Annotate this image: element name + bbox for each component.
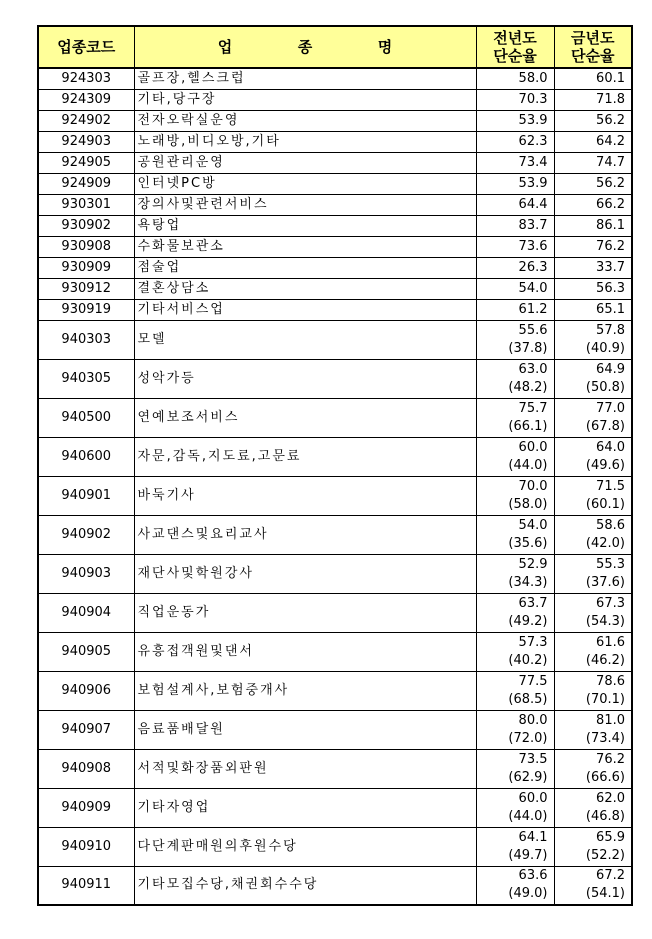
prev-rate-sub: (37.8): [508, 340, 548, 356]
table-row: [38, 257, 632, 278]
curr-rate-value: 67.3: [596, 595, 625, 611]
curr-rate-sub: (73.4): [585, 730, 625, 746]
curr-rate-sub: (40.9): [585, 340, 625, 356]
prev-rate-value: 63.6: [518, 868, 548, 884]
industry-code: 924309: [38, 89, 134, 110]
industry-name: 보험설계사,보험중개사: [134, 671, 476, 710]
curr-rate-value: 67.2: [596, 868, 625, 884]
industry-code: 940907: [38, 710, 134, 749]
prev-rate-value: 73.5: [518, 751, 548, 767]
industry-name: 음료품배달원: [134, 710, 476, 749]
curr-rate-value: 55.3: [596, 556, 625, 572]
prev-rate: 70.3: [476, 89, 554, 110]
prev-rate-value: 70.0: [518, 478, 548, 494]
table-row: [38, 278, 632, 299]
industry-code: 940906: [38, 671, 134, 710]
prev-rate-value: 80.0: [518, 712, 548, 728]
industry-name: 모델: [134, 320, 476, 359]
curr-rate-value: 65.9: [596, 829, 625, 845]
curr-rate: 56.2: [554, 173, 632, 194]
table-row: [38, 866, 632, 905]
industry-code: 930902: [38, 215, 134, 236]
table-row: [38, 299, 632, 320]
curr-rate-value: 77.0: [596, 400, 625, 416]
prev-rate-value: 64.1: [518, 829, 548, 845]
curr-rate: [554, 476, 632, 515]
prev-rate-value: 54.0: [518, 517, 548, 533]
table-row: [38, 827, 632, 866]
industry-name: 사교댄스및요리교사: [134, 515, 476, 554]
industry-code: 940500: [38, 398, 134, 437]
curr-rate-value: 64.0: [596, 439, 625, 455]
prev-rate-sub: (66.1): [508, 418, 548, 434]
table-row: [38, 110, 632, 131]
prev-rate: 53.9: [476, 173, 554, 194]
curr-rate-sub: (54.1): [585, 886, 625, 902]
curr-rate-sub: (70.1): [585, 691, 625, 707]
industry-code: 924903: [38, 131, 134, 152]
prev-rate: [476, 554, 554, 593]
curr-rate-sub: (60.1): [585, 496, 625, 512]
industry-name: 서적및화장품외판원: [134, 749, 476, 788]
prev-rate: 61.2: [476, 299, 554, 320]
prev-rate: 64.4: [476, 194, 554, 215]
industry-code: 940911: [38, 866, 134, 905]
industry-name: 기타자영업: [134, 788, 476, 827]
table-row: [38, 194, 632, 215]
prev-rate-sub: (62.9): [508, 769, 548, 785]
curr-rate: 56.2: [554, 110, 632, 131]
prev-rate: 73.6: [476, 236, 554, 257]
prev-rate: [476, 437, 554, 476]
industry-code: 940305: [38, 359, 134, 398]
industry-name: 노래방,비디오방,기타: [134, 131, 476, 152]
prev-rate-sub: (49.2): [508, 613, 548, 629]
industry-name: 결혼상담소: [134, 278, 476, 299]
table-row: [38, 710, 632, 749]
industry-code: 940303: [38, 320, 134, 359]
table-row: [38, 236, 632, 257]
curr-rate-value: 81.0: [596, 712, 625, 728]
industry-name: 전자오락실운영: [134, 110, 476, 131]
curr-rate: 66.2: [554, 194, 632, 215]
prev-rate: [476, 593, 554, 632]
table-row: [38, 173, 632, 194]
industry-code: 940903: [38, 554, 134, 593]
table-row: [38, 437, 632, 476]
industry-name: 욕탕업: [134, 215, 476, 236]
curr-rate: [554, 359, 632, 398]
curr-rate-sub: (67.8): [585, 418, 625, 434]
industry-code: 924902: [38, 110, 134, 131]
header-name: 업 종 명: [134, 26, 476, 68]
table-row: [38, 554, 632, 593]
curr-rate: 74.7: [554, 152, 632, 173]
prev-rate-sub: (48.2): [508, 379, 548, 395]
curr-rate: 71.8: [554, 89, 632, 110]
curr-rate: 33.7: [554, 257, 632, 278]
curr-rate: [554, 515, 632, 554]
prev-rate: 83.7: [476, 215, 554, 236]
industry-name: 점술업: [134, 257, 476, 278]
prev-rate-sub: (72.0): [508, 730, 548, 746]
prev-rate: [476, 515, 554, 554]
prev-rate-value: 77.5: [518, 673, 548, 689]
curr-rate: 56.3: [554, 278, 632, 299]
curr-rate-sub: (46.2): [585, 652, 625, 668]
industry-code: 930912: [38, 278, 134, 299]
table-row: [38, 398, 632, 437]
prev-rate: [476, 710, 554, 749]
curr-rate: 60.1: [554, 68, 632, 89]
prev-rate: 73.4: [476, 152, 554, 173]
prev-rate: [476, 827, 554, 866]
curr-rate: [554, 710, 632, 749]
table-row: [38, 320, 632, 359]
curr-rate-sub: (52.2): [585, 847, 625, 863]
curr-rate-value: 57.8: [596, 322, 625, 338]
curr-rate-value: 78.6: [596, 673, 625, 689]
prev-rate-sub: (58.0): [508, 496, 548, 512]
prev-rate: [476, 749, 554, 788]
prev-rate: [476, 671, 554, 710]
prev-rate: [476, 632, 554, 671]
table-row: [38, 215, 632, 236]
rate-table: [37, 25, 633, 906]
industry-code: 940909: [38, 788, 134, 827]
industry-name: 성악가등: [134, 359, 476, 398]
prev-rate-value: 75.7: [518, 400, 548, 416]
prev-rate-value: 60.0: [518, 439, 548, 455]
prev-rate-value: 55.6: [518, 322, 548, 338]
curr-rate: [554, 320, 632, 359]
curr-rate: [554, 437, 632, 476]
curr-rate-sub: (49.6): [585, 457, 625, 473]
table-row: [38, 671, 632, 710]
industry-name: 수화물보관소: [134, 236, 476, 257]
industry-code: 930301: [38, 194, 134, 215]
curr-rate: 64.2: [554, 131, 632, 152]
industry-name: 골프장,헬스크럽: [134, 68, 476, 89]
curr-rate: [554, 827, 632, 866]
table-row: [38, 593, 632, 632]
curr-rate-sub: (42.0): [585, 535, 625, 551]
industry-code: 924909: [38, 173, 134, 194]
table-row: [38, 632, 632, 671]
prev-rate: [476, 320, 554, 359]
prev-rate-sub: (49.0): [508, 886, 548, 902]
curr-rate: [554, 866, 632, 905]
industry-code: 940600: [38, 437, 134, 476]
industry-name: 장의사및관련서비스: [134, 194, 476, 215]
industry-code: 930909: [38, 257, 134, 278]
prev-rate: [476, 788, 554, 827]
prev-rate: [476, 866, 554, 905]
prev-rate-value: 63.7: [518, 595, 548, 611]
industry-name: 바둑기사: [134, 476, 476, 515]
prev-rate-sub: (68.5): [508, 691, 548, 707]
curr-rate: 86.1: [554, 215, 632, 236]
industry-name: 인터넷PC방: [134, 173, 476, 194]
prev-rate-value: 52.9: [518, 556, 548, 572]
curr-rate: [554, 788, 632, 827]
prev-rate-sub: (49.7): [508, 847, 548, 863]
prev-rate-value: 63.0: [518, 361, 548, 377]
curr-rate: [554, 749, 632, 788]
curr-rate-value: 64.9: [596, 361, 625, 377]
curr-rate-value: 61.6: [596, 634, 625, 650]
prev-rate-value: 57.3: [518, 634, 548, 650]
prev-rate: [476, 359, 554, 398]
industry-code: 930908: [38, 236, 134, 257]
header-row: [38, 26, 632, 68]
curr-rate: [554, 398, 632, 437]
table-row: [38, 68, 632, 89]
industry-name: 기타,당구장: [134, 89, 476, 110]
curr-rate: 76.2: [554, 236, 632, 257]
header-curr-rate: 금년도 단순율: [554, 26, 632, 68]
curr-rate-sub: (46.8): [585, 808, 625, 824]
prev-rate: 53.9: [476, 110, 554, 131]
curr-rate: 65.1: [554, 299, 632, 320]
industry-code: 924303: [38, 68, 134, 89]
industry-code: 940910: [38, 827, 134, 866]
industry-code: 924905: [38, 152, 134, 173]
table-row: [38, 788, 632, 827]
industry-code: 940902: [38, 515, 134, 554]
industry-code: 940908: [38, 749, 134, 788]
curr-rate: [554, 593, 632, 632]
curr-rate-sub: (66.6): [585, 769, 625, 785]
curr-rate-value: 71.5: [596, 478, 625, 494]
prev-rate: 58.0: [476, 68, 554, 89]
prev-rate-sub: (44.0): [508, 457, 548, 473]
table-row: [38, 152, 632, 173]
prev-rate: 54.0: [476, 278, 554, 299]
prev-rate: 62.3: [476, 131, 554, 152]
table-row: [38, 359, 632, 398]
table-row: [38, 749, 632, 788]
table-row: [38, 89, 632, 110]
table-row: [38, 515, 632, 554]
industry-code: 940904: [38, 593, 134, 632]
industry-code: 940901: [38, 476, 134, 515]
industry-name: 유흥접객원및댄서: [134, 632, 476, 671]
curr-rate-value: 62.0: [596, 790, 625, 806]
header-code: 업종코드: [38, 26, 134, 68]
curr-rate-sub: (50.8): [585, 379, 625, 395]
table-row: [38, 131, 632, 152]
industry-name: 직업운동가: [134, 593, 476, 632]
prev-rate-sub: (35.6): [508, 535, 548, 551]
prev-rate: [476, 398, 554, 437]
industry-code: 930919: [38, 299, 134, 320]
industry-name: 기타모집수당,채권회수수당: [134, 866, 476, 905]
curr-rate: [554, 671, 632, 710]
prev-rate-sub: (44.0): [508, 808, 548, 824]
curr-rate-value: 58.6: [596, 517, 625, 533]
industry-code: 940905: [38, 632, 134, 671]
table-row: [38, 476, 632, 515]
header-prev-rate: 전년도 단순율: [476, 26, 554, 68]
prev-rate: 26.3: [476, 257, 554, 278]
curr-rate-sub: (54.3): [585, 613, 625, 629]
prev-rate-sub: (34.3): [508, 574, 548, 590]
industry-name: 자문,감독,지도료,고문료: [134, 437, 476, 476]
industry-name: 공원관리운영: [134, 152, 476, 173]
prev-rate-sub: (40.2): [508, 652, 548, 668]
prev-rate-value: 60.0: [518, 790, 548, 806]
industry-name: 기타서비스업: [134, 299, 476, 320]
curr-rate: [554, 554, 632, 593]
curr-rate-value: 76.2: [596, 751, 625, 767]
industry-name: 연예보조서비스: [134, 398, 476, 437]
curr-rate-sub: (37.6): [585, 574, 625, 590]
prev-rate: [476, 476, 554, 515]
curr-rate: [554, 632, 632, 671]
industry-name: 재단사및학원강사: [134, 554, 476, 593]
industry-name: 다단계판매원의후원수당: [134, 827, 476, 866]
